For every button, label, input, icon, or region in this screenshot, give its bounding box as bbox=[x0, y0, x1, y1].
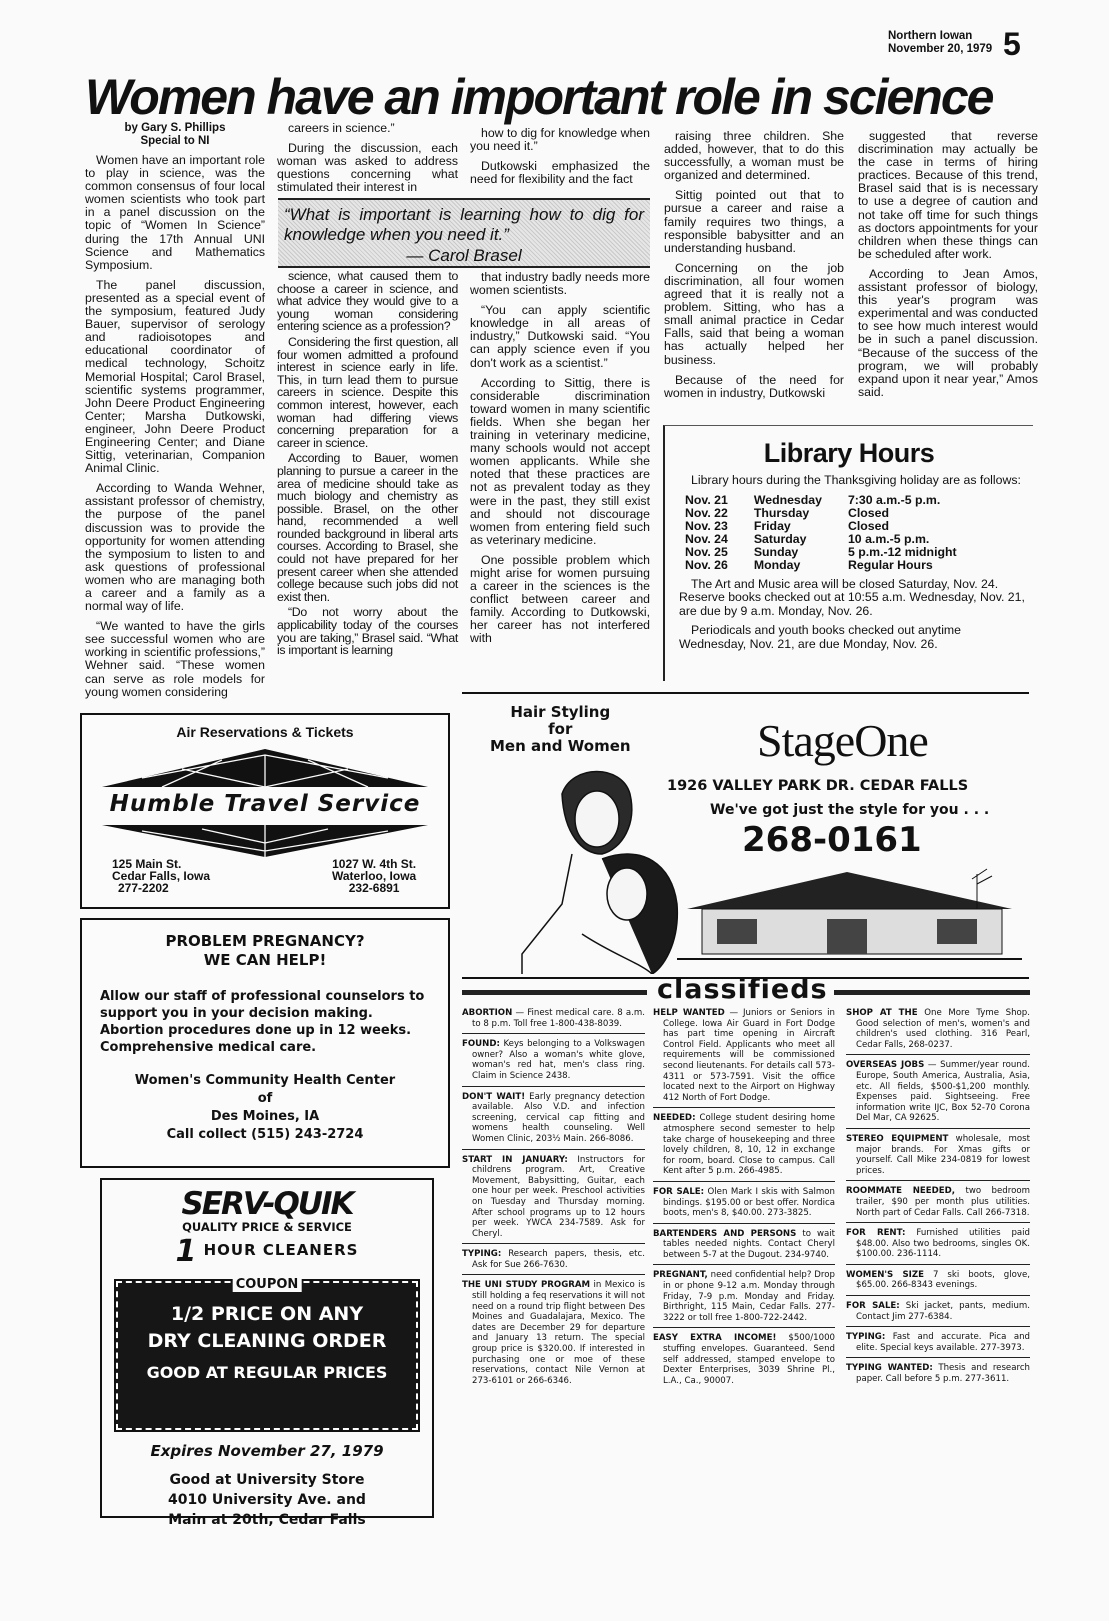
classified-ad-text bbox=[846, 1008, 1030, 1050]
travel-address-cedar-falls bbox=[112, 858, 210, 894]
classified-ad-text bbox=[462, 1155, 645, 1240]
classified-ad bbox=[653, 1328, 835, 1390]
address-phone: 277-2202 bbox=[118, 881, 169, 895]
classified-body: One More Tyme Shop. Good selection of men's, women's and children's used clothing. 316 Pearl, Cedar Falls, 268-0237. bbox=[856, 1008, 1030, 1050]
service-line: Men and Women bbox=[490, 737, 631, 755]
library-day: Sunday bbox=[753, 544, 799, 559]
classified-body: College student desiring home atmosphere second semester to help take charge of housekeeping and three lovely children, 8, 10, 12 in exchange for room, board. Close to campus. Call Kent after 5 p.m. 266-4985. bbox=[663, 1113, 835, 1177]
classified-heading: WOMEN'S SIZE bbox=[846, 1269, 924, 1280]
travel-address-waterloo bbox=[332, 858, 416, 894]
classified-body: Furnished utilities paid $48.00. Also two bedrooms, singles OK. $100.00. 236-1114. bbox=[856, 1228, 1031, 1260]
clinic-name: Women's Community Health Center bbox=[134, 1073, 396, 1088]
travel-agency-name: Humble Travel Service bbox=[109, 791, 421, 817]
article-paragraph: “You can apply scientific knowledge in all areas of industry,” Dutkowski said. “You can apply science even if you don't work as a scientist.” bbox=[470, 303, 650, 370]
classified-heading: TYPING: bbox=[846, 1332, 886, 1343]
classified-ad bbox=[653, 1265, 835, 1328]
classified-ad bbox=[462, 1275, 645, 1390]
classified-ad-text bbox=[846, 1228, 1030, 1260]
classified-heading: TYPING: bbox=[462, 1249, 502, 1260]
classified-heading: ABORTION bbox=[462, 1008, 513, 1018]
coupon-label: COUPON bbox=[233, 1277, 302, 1292]
coupon[interactable] bbox=[116, 1277, 418, 1430]
divider bbox=[462, 990, 647, 995]
ad-headline: PROBLEM PREGNANCY? bbox=[165, 932, 365, 950]
classified-heading: SHOP AT THE bbox=[846, 1008, 918, 1018]
classified-heading: FOR SALE: bbox=[846, 1301, 900, 1312]
classified-body: — Finest medical care. 8 a.m. to 8 p.m. Toll free 1-800-438-8039. bbox=[472, 1008, 645, 1029]
classified-ad-text bbox=[462, 1280, 645, 1386]
classified-ad bbox=[462, 1244, 645, 1275]
page-number: 5 bbox=[1003, 26, 1021, 62]
classified-body: — Juniors or Seniors in College. Iowa Air Guard in Fort Dodge has part time opening in Aircraft Control Field. Applicants who meet all requirements will be commissioned second lieutenants. For details call 573-4311 or 573-7591. Visit the office located next to the Airport on Highway 412 North of Fort Dodge. bbox=[663, 1008, 835, 1103]
classified-body: Fast and accurate. Pica and elite. Special keys available. 277-3973. bbox=[856, 1332, 1030, 1353]
article-paragraph: One possible problem which might arise for women pursuing a career in the sciences is the conflict between career and family. According to Dutkowski, her career has not interfered with bbox=[470, 552, 650, 646]
library-hours: 10 a.m.-5 p.m. bbox=[847, 531, 930, 546]
service-line: Hair Styling bbox=[510, 703, 611, 721]
clinic-of: of bbox=[257, 1091, 273, 1106]
classifieds-title: classifieds bbox=[657, 974, 828, 1005]
library-hours: Regular Hours bbox=[847, 557, 933, 572]
classified-heading: FOR SALE: bbox=[653, 1186, 705, 1197]
classified-ad bbox=[846, 1265, 1030, 1296]
salon-address: 1926 VALLEY PARK DR. CEDAR FALLS bbox=[667, 778, 969, 794]
library-hours: Closed bbox=[847, 505, 889, 520]
library-date: Nov. 23 bbox=[685, 518, 728, 533]
classified-ad bbox=[846, 1358, 1030, 1388]
salon-building-illustration-icon bbox=[677, 864, 1022, 969]
humble-travel-ad bbox=[80, 713, 450, 909]
classified-heading: FOR RENT: bbox=[846, 1228, 906, 1239]
article-column-2-bottom bbox=[277, 270, 458, 660]
article-column-4 bbox=[664, 130, 844, 407]
store-location: Good at University Store bbox=[169, 1472, 365, 1488]
library-note: Periodicals and youth books checked out anytime Wednesday, Nov. 21, are due Monday, Nov. 26. bbox=[679, 623, 962, 651]
pull-quote-text: “What is important is learning how to dig for knowledge when you need it.” bbox=[284, 205, 644, 244]
classified-ad bbox=[462, 1087, 645, 1150]
address-line: Cedar Falls, Iowa bbox=[112, 869, 211, 883]
article-paragraph: According to Wanda Wehner, assistant professor of chemistry, the purpose of the panel discussion was to provide the opportunity for women attending the symposium to listen to and ask questions of professional women who are managing both a career and a family as a normal way of life. bbox=[85, 481, 265, 614]
classified-heading: STEREO EQUIPMENT bbox=[846, 1133, 949, 1144]
classified-ad-text bbox=[653, 1229, 835, 1261]
serv-quik-hour bbox=[102, 1234, 432, 1269]
address-line: 1027 W. 4th St. bbox=[332, 857, 417, 871]
classified-ad bbox=[846, 1055, 1030, 1129]
store-location: Main at 20th, Cedar Falls bbox=[168, 1512, 366, 1528]
article-paragraph: how to dig for knowledge when you need it.” bbox=[470, 126, 650, 154]
serv-quik-logo: SERV-QUIK bbox=[181, 1186, 353, 1222]
classified-ad-text bbox=[653, 1113, 835, 1177]
article-paragraph: science, what caused them to choose a career in science, and what advice they would give to a young woman considering entering science as a profession? bbox=[277, 269, 458, 334]
couple-illustration-icon bbox=[502, 754, 692, 974]
classified-ad-text bbox=[462, 1039, 645, 1081]
article-column-1 bbox=[85, 122, 265, 706]
classified-ad-text bbox=[462, 1008, 645, 1029]
article-column-3-top bbox=[470, 127, 650, 193]
clinic-phone: Call collect (515) 243-2724 bbox=[166, 1127, 364, 1142]
classified-heading: DON'T WAIT! bbox=[462, 1091, 526, 1102]
classified-body: to wait tables needed nights. Contact Cheryl between 5-7 at the Dugout. 234-9740. bbox=[663, 1228, 835, 1260]
classified-ad-text bbox=[846, 1270, 1030, 1291]
classified-body: Keys belonging to a Volkswagen owner? Also a woman's white glove, woman's red hat, men's class ring. Claim in Science 2438. bbox=[472, 1039, 645, 1081]
classified-ad bbox=[653, 1182, 835, 1224]
coupon-line: GOOD AT REGULAR PRICES bbox=[146, 1363, 388, 1382]
library-hours: Closed bbox=[847, 518, 889, 533]
article-paragraph: “Do not worry about the applicability today of the courses you are taking,” Brasel said. “What is important is learning bbox=[277, 605, 458, 658]
classified-ad-text bbox=[846, 1186, 1030, 1218]
serv-quik-ad bbox=[100, 1178, 434, 1528]
article-paragraph: During the discussion, each woman was asked to address questions concerning what stimulated their interest in bbox=[277, 141, 458, 195]
classified-ad-text bbox=[653, 1008, 835, 1103]
classified-body: — Summer/year round. Europe, South America, Australia, Asia, etc. All fields, $500-$1,200 monthly. Expenses paid. Sightseeing. Free information write IJC, Box 52-70 Corona Del Mar, CA 92625. bbox=[856, 1060, 1030, 1124]
divider bbox=[834, 990, 1030, 995]
library-hours-row bbox=[685, 546, 983, 559]
library-hours-title: Library Hours bbox=[763, 438, 935, 468]
classified-ad-text bbox=[846, 1060, 1030, 1124]
classified-ad-text bbox=[846, 1134, 1030, 1176]
library-day: Friday bbox=[753, 518, 791, 533]
classified-ad bbox=[846, 1003, 1030, 1055]
classified-ad-text bbox=[462, 1092, 645, 1145]
library-day: Wednesday bbox=[753, 492, 822, 507]
article-paragraph: Dutkowski emphasized the need for flexibility and the fact bbox=[470, 159, 650, 187]
article-column-3-bottom bbox=[470, 271, 650, 653]
pull-quote bbox=[278, 198, 650, 268]
library-date: Nov. 22 bbox=[685, 505, 728, 520]
classified-ad bbox=[462, 1150, 645, 1245]
library-hours-row bbox=[685, 494, 983, 507]
classified-ad-text bbox=[846, 1363, 1030, 1384]
classified-body: Olen Mark I skis with Salmon bindings. $195.00 or best offer. Nordica boots, men's 8, $40.00. 273-3825. bbox=[663, 1186, 835, 1219]
ad-body: Allow our staff of professional counselors to support you in your decision making. Abortion procedures done up in 12 weeks. Comprehensive medical care. bbox=[100, 989, 425, 1055]
byline bbox=[85, 122, 265, 148]
classified-heading: NEEDED: bbox=[653, 1113, 696, 1124]
salon-services bbox=[490, 704, 631, 755]
classified-body: Instructors for childrens program. Art, Creative Movement, Babysitting, Guitar, each one hour per week. Preschool activities on Tuesday and Thursday morning. After school programs up to 12 hours per week. YWCA 234-7589. Ask for Cheryl. bbox=[472, 1154, 646, 1239]
salon-tagline: We've got just the style for you . . . bbox=[710, 802, 990, 818]
library-hours-intro: Library hours during the Thanksgiving holiday are as follows: bbox=[691, 473, 1021, 487]
library-hours-row bbox=[685, 559, 983, 572]
library-hours: 7:30 a.m.-5 p.m. bbox=[847, 492, 941, 507]
library-hours: 5 p.m.-12 midnight bbox=[847, 544, 957, 559]
library-day: Monday bbox=[753, 557, 801, 572]
article-paragraph: careers in science.” bbox=[288, 121, 395, 135]
coupon-expiry: Expires November 27, 1979 bbox=[150, 1442, 384, 1460]
article-paragraph: suggested that reverse discrimination may actually be the case in terms of hiring practices. Because of this trend, Brasel said that is is necessary to use a degree of caution and not take off time for such things as doctors appointments for your children when these things can be scheduled after work. bbox=[858, 129, 1038, 261]
library-hours-row bbox=[685, 520, 983, 533]
salon-phone: 268-0161 bbox=[742, 820, 922, 860]
classified-heading: OVERSEAS JOBS bbox=[846, 1060, 925, 1071]
problem-pregnancy-ad bbox=[80, 918, 450, 1168]
classified-ad bbox=[846, 1223, 1030, 1265]
classified-ad bbox=[846, 1327, 1030, 1358]
classified-ad-text bbox=[462, 1249, 645, 1270]
classified-ad bbox=[653, 1108, 835, 1182]
address-line: 125 Main St. bbox=[112, 857, 182, 871]
classified-heading: BARTENDERS AND PERSONS bbox=[653, 1228, 797, 1239]
ad-headline: WE CAN HELP! bbox=[203, 951, 327, 969]
stage-one-logo: StageOne bbox=[757, 715, 928, 766]
classified-body: need confidential help? Drop in or phone 9-12 a.m. Monday through Friday, 7-9 p.m. Monday and Friday. Birthright, 115 Main, Cedar Falls. 277-3222 or toll free 1-800-722-2442. bbox=[663, 1270, 835, 1323]
address-phone: 232-6891 bbox=[348, 881, 400, 895]
article-paragraph: Because of the need for women in industry, Dutkowski bbox=[664, 372, 844, 400]
library-hours-table bbox=[685, 494, 983, 572]
classified-body: Ski jacket, pants, medium. Contact Jim 277-6384. bbox=[856, 1301, 1030, 1322]
classified-heading: THE UNI STUDY PROGRAM bbox=[462, 1280, 591, 1291]
article-paragraph: that industry badly needs more women scientists. bbox=[470, 270, 650, 298]
byline-affiliation: Special to NI bbox=[140, 135, 210, 147]
issue-date: November 20, 1979 bbox=[888, 43, 993, 55]
classified-heading: TYPING WANTED: bbox=[846, 1363, 933, 1374]
article-paragraph: Considering the first question, all four women admitted a profound interest in science early in life. This, in turn lead them to pursue careers in science. Despite this common interest, however, each woman had differing views concerning preparation for a career in science. bbox=[277, 334, 458, 450]
classified-ad-text bbox=[653, 1187, 835, 1219]
article-headline: Women have an important role in science bbox=[85, 69, 993, 125]
classified-heading: ROOMMATE NEEDED, bbox=[846, 1186, 956, 1197]
coupon-line: 1/2 PRICE ON ANY bbox=[170, 1303, 364, 1325]
publication-name: Northern Iowan bbox=[888, 30, 973, 42]
classified-heading: START IN JANUARY: bbox=[462, 1154, 568, 1165]
article-paragraph: The panel discussion, presented as a special event of the symposium, featured Judy Bauer, supervisor of serology and radioisotopes and educational coordinator of medical technology, Schoitz Memorial Hospital; Carol Brasel, scientific systems programmer, John Deere Product Engineering Center; Marsha Dutkowski, engineer, John Deere Product Engineering Center; and Diane Sittig, veterinarian, Companion Animal Clinic. bbox=[85, 277, 265, 476]
article-paragraph: “We wanted to have the girls see successful women who are working in scientific professions,” Wehner said. “These women can serve as role models for young women considering bbox=[85, 619, 265, 699]
byline-author: by Gary S. Phillips bbox=[124, 122, 226, 134]
classified-ad-text bbox=[846, 1332, 1030, 1353]
address-line: Waterloo, Iowa bbox=[332, 869, 417, 883]
classified-body: Early pregnancy detection available. Also V.D. and infection screening, cervical cap fitting and womens health counseling. Well Women Clinic, 203½ Main. 266-8086. bbox=[472, 1091, 646, 1144]
classified-body: Research papers, thesis, etc. Ask for Sue 266-7630. bbox=[472, 1249, 645, 1270]
library-note: The Art and Music area will be closed Saturday, Nov. 24. Reserve books checked out at 10:55 a.m. Wednesday, Nov. 21, are due by 9 a.m. Monday, Nov. 26. bbox=[679, 576, 1025, 618]
classified-ad bbox=[653, 1224, 835, 1266]
article-column-5 bbox=[858, 130, 1038, 406]
library-hours-row bbox=[685, 507, 983, 520]
article-paragraph: Women have an important role to play in science, was the common consensus of four local women scientists who took part in a panel discussion on the topic of “Women In Science” during the 17th Annual UNI Science and Mathematics Symposium. bbox=[85, 153, 265, 272]
one-numeral: 1 bbox=[175, 1234, 198, 1269]
masthead bbox=[888, 30, 992, 56]
pull-quote-attribution: — Carol Brasel bbox=[406, 246, 522, 265]
classified-heading: EASY EXTRA INCOME! bbox=[653, 1333, 777, 1344]
classified-ad bbox=[653, 1003, 835, 1108]
coupon-line: DRY CLEANING ORDER bbox=[147, 1330, 387, 1352]
classified-heading: HELP WANTED bbox=[653, 1008, 725, 1018]
classified-heading: FOUND: bbox=[462, 1039, 500, 1050]
classified-heading: PREGNANT, bbox=[653, 1270, 708, 1281]
article-column-2-top bbox=[277, 122, 458, 201]
library-date: Nov. 24 bbox=[685, 531, 728, 546]
classified-ad-text bbox=[653, 1270, 835, 1323]
article-paragraph: According to Sittig, there is considerable discrimination toward women in many scientific fields. When she began her training in veterinary medicine, many schools would not accept women applicants. While she noted that these practices are not as prevalent today as they were in the past, they still exist and should not discourage women from entering field such as veterinary medicine. bbox=[470, 375, 650, 547]
wing-graphic-icon bbox=[102, 823, 428, 859]
classifieds-column-3 bbox=[846, 1003, 1030, 1389]
classified-body: wholesale, most major brands. For Xmas gifts or yourself. Call Mike 234-0819 for lowest prices. bbox=[856, 1133, 1030, 1176]
classified-ad bbox=[462, 1003, 645, 1034]
classified-body: 7 ski boots, glove, $65.00. 266-8343 evenings. bbox=[856, 1269, 1030, 1291]
classified-body: in Mexico is still holding a feq reservations it will not need on a round trip flight between Des Moines and Guadalajara, Mexico. The dates are December 29 for departure and January 13 return. The special group price is $320.00. If interested in purchasing one or moe of these reservations, contact Nile Vernon at 273-6101 or 266-6346. bbox=[472, 1280, 645, 1386]
wing-graphic-icon bbox=[102, 747, 428, 791]
classified-ad-text bbox=[846, 1301, 1030, 1322]
classifieds-column-1 bbox=[462, 1003, 645, 1390]
classifieds-column-2 bbox=[653, 1003, 835, 1390]
classified-body: two bedroom trailer, $90 per month plus utilities. North part of Cedar Falls. Call 266-7318. bbox=[856, 1186, 1030, 1218]
article-paragraph: raising three children. She added, however, that to do this successfully, a woman must be organized and determined. bbox=[664, 129, 844, 183]
article-paragraph: Sittig pointed out that to pursue a career and raise a family requires two things, a responsible babysitter and an understanding husband. bbox=[664, 188, 844, 255]
classifieds-header bbox=[462, 974, 1030, 1005]
library-day: Saturday bbox=[753, 531, 807, 546]
library-date: Nov. 25 bbox=[685, 544, 728, 559]
store-location: 4010 University Ave. and bbox=[168, 1492, 366, 1508]
classified-ad-text bbox=[653, 1333, 835, 1386]
library-hours-box bbox=[663, 425, 1033, 681]
classified-body: Thesis and research paper. Call before 5 p.m. 277-3611. bbox=[856, 1363, 1030, 1385]
classified-ad bbox=[846, 1129, 1030, 1181]
stage-one-ad bbox=[462, 692, 1029, 979]
travel-tagline: Air Reservations & Tickets bbox=[176, 724, 354, 740]
library-date: Nov. 21 bbox=[685, 492, 728, 507]
article-paragraph: According to Bauer, women planning to pursue a career in the area of medicine should take as much biology and chemistry as possible. Brasel, on the other hand, recommended a well rounded background in liberal arts courses. According to Brasel, she could not have prepared for her present career when she attended college because such jobs did not exist then. bbox=[277, 451, 458, 604]
service-line: for bbox=[548, 720, 573, 738]
library-hours-row bbox=[685, 533, 983, 546]
classified-body: $500/1000 stuffing envelopes. Guaranteed. Send self addressed, stamped envelope to Dexter Enterprises, 3039 Shrine Pl., L.A., Ca., 90007. bbox=[663, 1333, 836, 1386]
clinic-city: Des Moines, IA bbox=[210, 1109, 320, 1124]
serv-quik-tagline: QUALITY PRICE & SERVICE bbox=[182, 1220, 352, 1234]
article-paragraph: Concerning on the job discrimination, all four women agreed that it is really not a problem. Sitting, who has a small animal practice in Cedar Falls, said that being a woman has actually helped her business. bbox=[664, 260, 844, 367]
article-paragraph: According to Jean Amos, assistant professor of biology, this year's program was experimental and was conducted to see how much interest would be in such a panel discussion. “Because of the success of the program, we will probably expand upon it near year,” Amos said. bbox=[858, 266, 1038, 399]
classified-ad bbox=[462, 1034, 645, 1086]
classified-ad bbox=[846, 1181, 1030, 1223]
classified-ad bbox=[846, 1296, 1030, 1327]
library-day: Thursday bbox=[753, 505, 810, 520]
hour-cleaners: HOUR CLEANERS bbox=[203, 1241, 359, 1259]
library-date: Nov. 26 bbox=[685, 557, 728, 572]
